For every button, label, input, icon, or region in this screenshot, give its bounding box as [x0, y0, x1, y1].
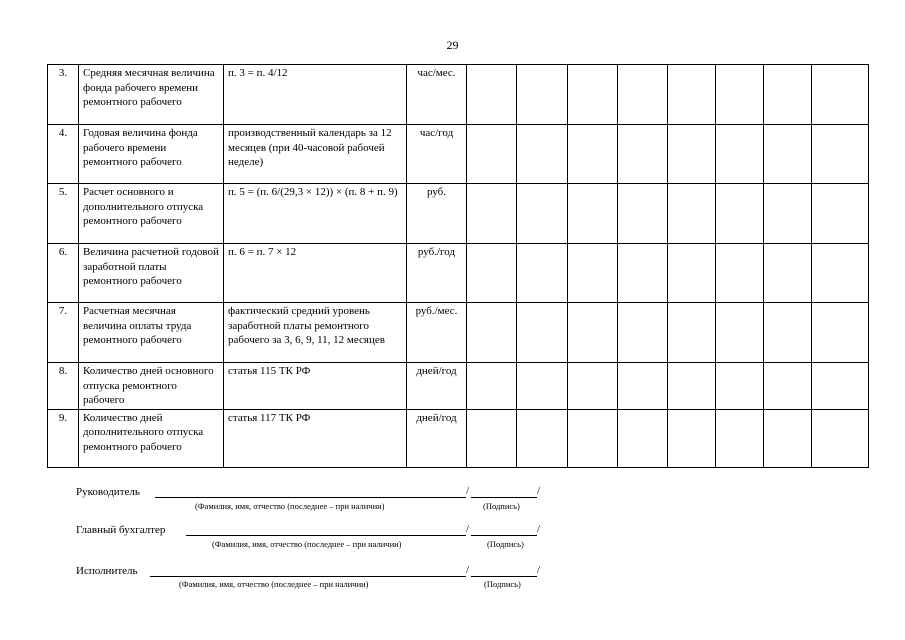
row-number: 7. — [48, 303, 79, 363]
row-value-cell[interactable] — [668, 409, 716, 467]
signature-accountant-label: Главный бухгалтер — [76, 524, 166, 536]
row-value-cell[interactable] — [716, 244, 764, 303]
signature-accountant-name-caption: (Фамилия, имя, отчество (последнее – при наличии) — [212, 539, 402, 549]
signature-executor-label: Исполнитель — [76, 565, 138, 577]
row-value-cell[interactable] — [517, 303, 568, 363]
row-value-cell[interactable] — [467, 125, 517, 184]
row-value-cell[interactable] — [764, 65, 812, 125]
row-value-cell[interactable] — [668, 125, 716, 184]
row-value-cell[interactable] — [517, 125, 568, 184]
row-value-cell[interactable] — [812, 65, 869, 125]
table-row — [48, 363, 869, 410]
row-value-cell[interactable] — [467, 184, 517, 244]
row-unit: руб./год — [407, 244, 467, 303]
table-row — [48, 125, 869, 184]
signature-accountant-slash-end: / — [537, 523, 541, 535]
row-value-cell[interactable] — [668, 184, 716, 244]
row-number: 3. — [48, 65, 79, 125]
row-number: 5. — [48, 184, 79, 244]
signature-executor-slash: / — [466, 564, 470, 576]
signature-executor-sign-caption: (Подпись) — [484, 579, 521, 589]
row-value-cell[interactable] — [764, 184, 812, 244]
row-number: 9. — [48, 409, 79, 467]
signature-head-label: Руководитель — [76, 486, 140, 498]
row-value-cell[interactable] — [716, 125, 764, 184]
row-unit: час/мес. — [407, 65, 467, 125]
signature-accountant-sign-caption: (Подпись) — [487, 539, 524, 549]
row-value-cell[interactable] — [716, 65, 764, 125]
signature-head-slash: / — [466, 485, 470, 497]
row-value-cell[interactable] — [812, 244, 869, 303]
row-value-cell[interactable] — [568, 65, 618, 125]
row-value-cell[interactable] — [517, 363, 568, 410]
row-value-cell[interactable] — [467, 65, 517, 125]
row-unit: руб./мес. — [407, 303, 467, 363]
row-value-cell[interactable] — [467, 363, 517, 410]
row-unit: час/год — [407, 125, 467, 184]
row-value-cell[interactable] — [716, 184, 764, 244]
row-value-cell[interactable] — [568, 303, 618, 363]
signature-head-name-line[interactable] — [155, 497, 466, 498]
row-value-cell[interactable] — [618, 363, 668, 410]
row-unit: дней/год — [407, 409, 467, 467]
row-value-cell[interactable] — [812, 125, 869, 184]
page-number: 29 — [446, 38, 459, 52]
row-value-cell[interactable] — [568, 244, 618, 303]
row-number: 6. — [48, 244, 79, 303]
row-value-cell[interactable] — [467, 244, 517, 303]
row-value-cell[interactable] — [568, 409, 618, 467]
signature-head-sign-line[interactable] — [471, 497, 537, 498]
row-value-cell[interactable] — [668, 303, 716, 363]
row-number: 8. — [48, 363, 79, 410]
row-value-cell[interactable] — [467, 409, 517, 467]
row-value-cell[interactable] — [764, 409, 812, 467]
row-value-cell[interactable] — [716, 363, 764, 410]
row-value-cell[interactable] — [668, 65, 716, 125]
signature-head-slash-end: / — [537, 485, 541, 497]
row-calculation-source: п. 6 = п. 7 × 12 — [224, 244, 407, 303]
row-indicator-name: Количество дней основного отпуска ремонтного рабочего — [79, 363, 224, 410]
row-value-cell[interactable] — [618, 65, 668, 125]
row-value-cell[interactable] — [618, 409, 668, 467]
row-value-cell[interactable] — [812, 184, 869, 244]
row-indicator-name: Средняя месячная величина фонда рабочего времени ремонтного рабочего — [79, 65, 224, 125]
row-value-cell[interactable] — [517, 184, 568, 244]
row-value-cell[interactable] — [618, 303, 668, 363]
row-value-cell[interactable] — [517, 409, 568, 467]
row-value-cell[interactable] — [467, 303, 517, 363]
calculation-table — [47, 64, 869, 468]
row-value-cell[interactable] — [517, 244, 568, 303]
row-unit: руб. — [407, 184, 467, 244]
row-value-cell[interactable] — [812, 409, 869, 467]
row-value-cell[interactable] — [618, 244, 668, 303]
row-value-cell[interactable] — [764, 125, 812, 184]
signature-accountant-name-line[interactable] — [186, 535, 466, 536]
signature-executor-slash-end: / — [537, 564, 541, 576]
signature-executor-sign-line[interactable] — [471, 576, 537, 577]
table-row — [48, 303, 869, 363]
signature-executor-name-line[interactable] — [150, 576, 466, 577]
row-value-cell[interactable] — [668, 244, 716, 303]
row-indicator-name: Годовая величина фонда рабочего времени ремонтного рабочего — [79, 125, 224, 184]
row-number: 4. — [48, 125, 79, 184]
row-indicator-name: Количество дней дополнительного отпуска ремонтного рабочего — [79, 409, 224, 467]
table-row — [48, 244, 869, 303]
row-value-cell[interactable] — [764, 303, 812, 363]
row-value-cell[interactable] — [716, 303, 764, 363]
row-calculation-source: п. 3 = п. 4/12 — [224, 65, 407, 125]
table-row — [48, 65, 869, 125]
row-indicator-name: Расчетная месячная величина оплаты труда ремонтного рабочего — [79, 303, 224, 363]
row-value-cell[interactable] — [568, 125, 618, 184]
row-unit: дней/год — [407, 363, 467, 410]
row-calculation-source: фактический средний уровень заработной платы ремонтного рабочего за 3, 6, 9, 11, 12 месяцев — [224, 303, 407, 363]
row-value-cell[interactable] — [517, 65, 568, 125]
row-calculation-source: производственный календарь за 12 месяцев (при 40-часовой рабочей неделе) — [224, 125, 407, 184]
row-value-cell[interactable] — [764, 363, 812, 410]
row-indicator-name: Расчет основного и дополнительного отпуска ремонтного рабочего — [79, 184, 224, 244]
row-value-cell[interactable] — [568, 184, 618, 244]
signature-accountant-sign-line[interactable] — [471, 535, 537, 536]
signature-executor-name-caption: (Фамилия, имя, отчество (последнее – при наличии) — [179, 579, 369, 589]
table-row — [48, 184, 869, 244]
row-calculation-source: статья 117 ТК РФ — [224, 409, 407, 467]
row-value-cell[interactable] — [764, 244, 812, 303]
row-calculation-source: статья 115 ТК РФ — [224, 363, 407, 410]
row-value-cell[interactable] — [618, 184, 668, 244]
signature-head-name-caption: (Фамилия, имя, отчество (последнее – при наличии) — [195, 501, 385, 511]
row-indicator-name: Величина расчетной годовой заработной платы ремонтного рабочего — [79, 244, 224, 303]
row-value-cell[interactable] — [716, 409, 764, 467]
row-value-cell[interactable] — [812, 303, 869, 363]
table-row — [48, 409, 869, 467]
row-value-cell[interactable] — [668, 363, 716, 410]
row-value-cell[interactable] — [812, 363, 869, 410]
signature-head-sign-caption: (Подпись) — [483, 501, 520, 511]
signature-accountant-slash: / — [466, 523, 470, 535]
row-value-cell[interactable] — [568, 363, 618, 410]
row-value-cell[interactable] — [618, 125, 668, 184]
row-calculation-source: п. 5 = (п. 6/(29,3 × 12)) × (п. 8 + п. 9) — [224, 184, 407, 244]
